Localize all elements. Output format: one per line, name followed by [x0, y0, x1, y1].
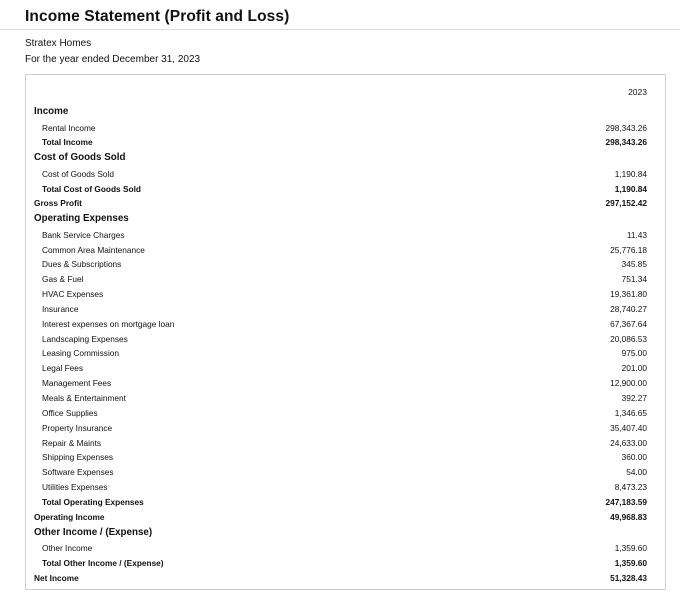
row-amount: 11.43	[626, 229, 647, 240]
row-amount: 25,776.18	[610, 244, 647, 255]
row-amount: 201.00	[621, 363, 647, 374]
row-label: Other Income / (Expense)	[34, 526, 153, 538]
row-amount: 751.34	[621, 274, 647, 285]
statement-rows	[34, 104, 647, 586]
summary-row	[34, 196, 647, 211]
row-label: Income	[34, 106, 69, 117]
section-header-row	[34, 104, 647, 121]
line-item-row	[34, 346, 647, 361]
row-label: Common Area Maintenance	[42, 244, 145, 255]
row-amount: 975.00	[621, 348, 647, 359]
row-amount: 8,473.23	[614, 482, 647, 493]
row-amount: 1,346.65	[614, 407, 647, 418]
row-label: Operating Income	[34, 511, 105, 522]
row-amount: 20,086.53	[610, 333, 647, 344]
row-label: Rental Income	[42, 122, 96, 133]
row-label: Total Cost of Goods Sold	[42, 183, 141, 194]
row-label: Interest expenses on mortgage loan	[42, 318, 175, 329]
row-label: HVAC Expenses	[42, 289, 104, 300]
company-name: Stratex Homes	[25, 38, 92, 49]
row-amount: 12,900.00	[610, 378, 647, 389]
subtotal-row	[34, 182, 647, 197]
section-header-row	[34, 211, 647, 228]
row-label: Landscaping Expenses	[42, 333, 128, 344]
line-item-row	[34, 450, 647, 465]
row-label: Shipping Expenses	[42, 452, 114, 463]
line-item-row	[34, 541, 647, 556]
row-label: Cost of Goods Sold	[34, 152, 126, 164]
row-label: Meals & Entertainment	[42, 393, 126, 403]
line-item-row	[34, 287, 647, 302]
row-amount: 28,740.27	[610, 303, 647, 314]
row-label: Property Insurance	[42, 422, 113, 433]
row-amount: 298,343.26	[605, 137, 647, 148]
row-amount: 35,407.40	[610, 422, 647, 433]
row-amount: 247,183.59	[605, 496, 647, 507]
row-amount: 24,633.00	[610, 437, 647, 448]
row-label: Office Supplies	[42, 407, 98, 418]
row-amount: 1,190.84	[614, 183, 647, 194]
section-header-row	[34, 525, 647, 542]
page-title: Income Statement (Profit and Loss)	[25, 8, 290, 25]
row-label: Total Other Income / (Expense)	[42, 557, 164, 568]
line-item-row	[34, 480, 647, 495]
row-label: Gross Profit	[34, 198, 82, 209]
row-amount: 297,152.42	[605, 198, 647, 209]
row-amount: 1,190.84	[614, 168, 647, 179]
subtotal-row	[34, 556, 647, 571]
row-label: Repair & Maints	[42, 437, 102, 448]
row-amount: 19,361.80	[610, 289, 647, 300]
income-statement-table	[25, 74, 666, 590]
row-label: Cost of Goods Sold	[42, 168, 114, 179]
line-item-row	[34, 465, 647, 480]
row-label: Bank Service Charges	[42, 229, 125, 240]
line-item-row	[34, 228, 647, 243]
subtotal-row	[34, 135, 647, 150]
row-label: Operating Expenses	[34, 213, 129, 225]
line-item-row	[34, 243, 647, 258]
row-label: Net Income	[34, 572, 79, 583]
row-label: Total Operating Expenses	[42, 496, 144, 507]
row-amount: 1,359.60	[614, 543, 647, 554]
row-label: Total Income	[42, 137, 93, 148]
line-item-row	[34, 121, 647, 136]
row-label: Other Income	[42, 543, 93, 554]
row-label: Legal Fees	[42, 363, 84, 374]
summary-row	[34, 571, 647, 586]
line-item-row	[34, 436, 647, 451]
row-label: Utilities Expenses	[42, 482, 108, 493]
row-label: Insurance	[42, 303, 79, 314]
line-item-row	[34, 376, 647, 391]
line-item-row	[34, 361, 647, 376]
line-item-row	[34, 391, 647, 406]
row-label: Leasing Commission	[42, 348, 120, 359]
row-label: Gas & Fuel	[42, 274, 84, 285]
report-period: For the year ended December 31, 2023	[25, 54, 201, 65]
row-label: Management Fees	[42, 378, 112, 389]
title-divider	[0, 29, 680, 30]
year-column-header: 2023	[628, 87, 647, 97]
subtotal-row	[34, 495, 647, 510]
row-label: Software Expenses	[42, 467, 114, 478]
row-amount: 345.85	[621, 259, 647, 270]
line-item-row	[34, 332, 647, 347]
line-item-row	[34, 406, 647, 421]
row-amount: 298,343.26	[605, 122, 647, 133]
row-amount: 49,968.83	[610, 511, 647, 522]
row-amount: 54.00	[626, 467, 647, 478]
line-item-row	[34, 257, 647, 272]
line-item-row	[34, 272, 647, 287]
row-amount: 51,328.43	[610, 572, 647, 583]
row-amount: 392.27	[621, 393, 647, 403]
section-header-row	[34, 150, 647, 167]
line-item-row	[34, 317, 647, 332]
summary-row	[34, 510, 647, 525]
row-label: Dues & Subscriptions	[42, 259, 122, 270]
row-amount: 360.00	[621, 452, 647, 463]
row-amount: 1,359.60	[614, 557, 647, 568]
line-item-row	[34, 167, 647, 182]
row-amount: 67,367.64	[610, 318, 647, 329]
line-item-row	[34, 421, 647, 436]
line-item-row	[34, 302, 647, 317]
